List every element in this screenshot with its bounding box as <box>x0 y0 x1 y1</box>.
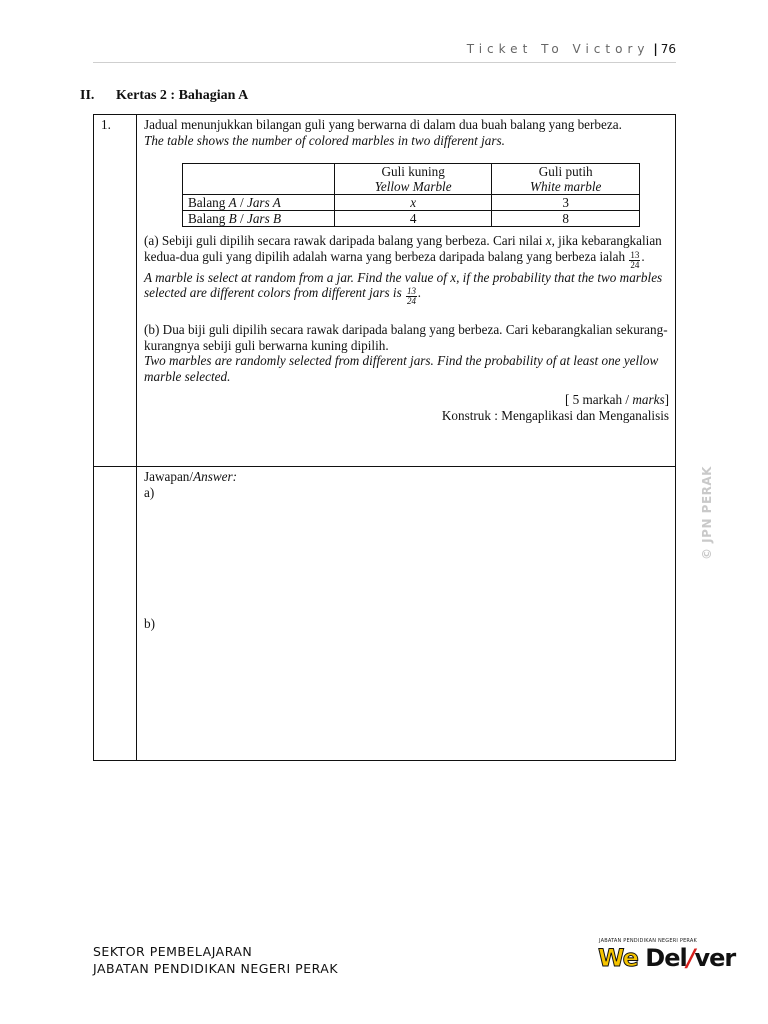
part-b-english: Two marbles are randomly selected from different jars. Find the probability of at least one yellow marble selected. <box>144 353 659 384</box>
fraction-denominator-en: 24 <box>407 296 417 306</box>
section-title: Kertas 2 : Bahagian A <box>116 88 249 103</box>
jar-b-white: 8 <box>492 211 640 227</box>
marks-close: ] <box>664 392 669 407</box>
jar-a-sep: / <box>236 195 247 210</box>
answer-part-b: b) <box>144 616 155 631</box>
watermark <box>697 466 717 560</box>
answer-space-a <box>144 500 669 616</box>
logo-slash: / <box>686 944 695 972</box>
jar-b-sep: / <box>236 211 247 226</box>
answer-number-cell <box>94 467 137 761</box>
jar-a-ms: Balang <box>188 195 229 210</box>
jar-a-letter: A <box>228 195 237 210</box>
header-white-ms: Guli putih <box>538 164 593 179</box>
header-title: Ticket To Victory <box>466 42 650 56</box>
part-b-malay: (b) Dua biji guli dipilih secara rawak daripada balang yang berbeza. Cari kebarangkalian sekurang-kurangnya sebiji guli berwarna kuning dipilih. <box>144 322 668 353</box>
part-a-malay <box>144 233 669 270</box>
answer-label <box>144 469 669 485</box>
header-white-en: White marble <box>529 179 602 194</box>
spacer <box>144 306 669 322</box>
part-a-ms-2: , jika kebarangkalian kedua-dua guli yang dipilih adalah warna yang berbeza daripada balang yang berbeza ialah <box>144 233 662 264</box>
footer-line-2: JABATAN PENDIDIKAN NEGERI PERAK <box>93 961 339 976</box>
answer-part-a: a) <box>144 484 155 500</box>
marbles-table <box>182 163 640 227</box>
marbles-corner-cell <box>183 164 335 195</box>
logo-del: Del <box>645 944 687 972</box>
part-a-en-1: A marble is select at random from a jar. Find the value of x, if the probability that the two marbles selected are different colors from different jars is <box>144 269 663 300</box>
part-a-english <box>144 270 669 307</box>
answer-label-en: Answer: <box>193 469 238 484</box>
logo-wordmark <box>598 944 735 972</box>
fraction-numerator-en: 13 <box>407 286 417 296</box>
logo-ver: ver <box>694 944 736 972</box>
question-body <box>137 115 676 467</box>
header-yellow-ms: Guli kuning <box>381 164 445 179</box>
footer <box>93 943 338 977</box>
header-yellow-en: Yellow Marble <box>374 179 452 194</box>
question-row <box>94 115 676 467</box>
jar-a-yellow: x <box>335 195 492 211</box>
marks-en: marks <box>632 392 665 407</box>
part-a-en-end: . <box>418 285 422 300</box>
part-a-variable: x <box>545 233 552 248</box>
header-white <box>492 164 640 195</box>
section-heading <box>80 88 248 104</box>
intro-malay: Jadual menunjukkan bilangan guli yang berwarna di dalam dua buah balang yang berbeza. <box>144 117 622 132</box>
question-table <box>93 114 676 761</box>
construct-line: Konstruk : Mengaplikasi dan Menganalisis <box>441 407 669 423</box>
marbles-header-row <box>183 164 640 195</box>
we-deliver-logo <box>596 938 736 978</box>
fraction-denominator: 24 <box>630 259 640 270</box>
page-number: 76 <box>660 42 676 56</box>
answer-area[interactable] <box>137 467 676 761</box>
fraction-numerator: 13 <box>630 249 640 260</box>
answer-row <box>94 467 676 761</box>
fraction-13-24-en <box>406 287 417 306</box>
answer-label-ms: Jawapan/ <box>144 469 194 484</box>
jar-a-en: Jars A <box>246 195 281 210</box>
jar-b-label <box>183 211 335 227</box>
logo-we: We <box>598 944 638 972</box>
jar-a-label <box>183 195 335 211</box>
section-roman: II. <box>80 88 95 103</box>
watermark-text: © JPN PERAK <box>700 466 715 560</box>
jar-b-en: Jars B <box>246 211 282 226</box>
part-a-ms-end: . <box>641 248 645 264</box>
marks-line <box>144 392 669 408</box>
header-separator: | <box>653 42 658 56</box>
page-header <box>93 42 676 63</box>
jar-b-letter: B <box>228 211 237 226</box>
logo-small-text: JABATAN PENDIDIKAN NEGERI PERAK <box>599 938 698 944</box>
question-number: 1. <box>94 115 137 467</box>
marbles-row-jar-a <box>183 195 640 211</box>
marks-open: [ 5 markah / <box>564 392 633 407</box>
footer-line-1: SEKTOR PEMBELAJARAN <box>93 944 253 959</box>
part-a-ms-1: (a) Sebiji guli dipilih secara rawak daripada balang yang berbeza. Cari nilai <box>144 233 546 248</box>
intro-english: The table shows the number of colored marbles in two different jars. <box>144 132 505 148</box>
fraction-13-24 <box>629 251 640 270</box>
jar-a-white: 3 <box>492 195 640 211</box>
header-yellow <box>335 164 492 195</box>
jar-b-ms: Balang <box>188 211 229 226</box>
marbles-row-jar-b <box>183 211 640 227</box>
jar-b-yellow: 4 <box>335 211 492 227</box>
